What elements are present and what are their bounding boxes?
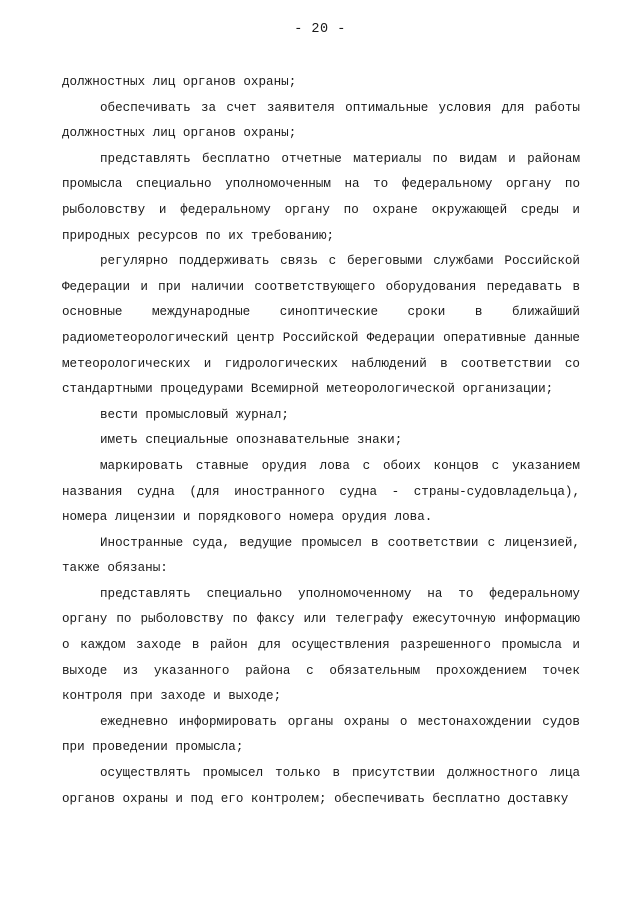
paragraph-8: Иностранные суда, ведущие промысел в соответствии с лицензией, также обязаны: <box>62 535 580 576</box>
paragraph-7: маркировать ставные орудия лова с обоих концов с указанием названия судна (для иностранного судна - страны-судовладельца), номера лицензии и порядкового номера орудия лова. <box>62 458 580 525</box>
paragraph-4: регулярно поддерживать связь с береговыми службами Российской Федерации и при наличии соответствующего оборудования передавать в основные международные синоптические сроки в ближайший радиометеорологический центр Российской Федерации оперативные данные метеорологических и гидрологических наблюдений в соответствии со стандартными процедурами Всемирной метеорологической организации; <box>62 254 580 397</box>
paragraph-6: иметь специальные опознавательные знаки; <box>100 433 403 448</box>
paragraph-9: представлять специально уполномоченному на то федеральному органу по рыболовству по факсу или телеграфу ежесуточную информацию о каждом заходе в район для осуществления разрешенного промысла и выходе из указанного района с обязательным прохождением точек контроля при заходе и выходе; <box>62 586 580 704</box>
paragraph-10: ежедневно информировать органы охраны о местонахождении судов при проведении промысла; <box>62 714 580 755</box>
paragraph-5: вести промысловый журнал; <box>100 407 289 422</box>
paragraph-11: осуществлять промысел только в присутствии должностного лица органов охраны и под его контролем; обеспечивать бесплатно доставку <box>62 766 580 806</box>
paragraph-1: должностных лиц органов охраны; <box>62 75 297 89</box>
paragraph-2: обеспечивать за счет заявителя оптимальные условия для работы должностных лиц органов охраны; <box>62 100 580 141</box>
document-body <box>62 70 580 812</box>
paragraph-3: представлять бесплатно отчетные материалы по видам и районам промысла специально уполномоченным на то федеральному органу по рыболовству и федеральному органу по охране окружающей среды и природных ресурсов по их требованию; <box>62 151 580 243</box>
page-number: - 20 - <box>294 22 346 37</box>
